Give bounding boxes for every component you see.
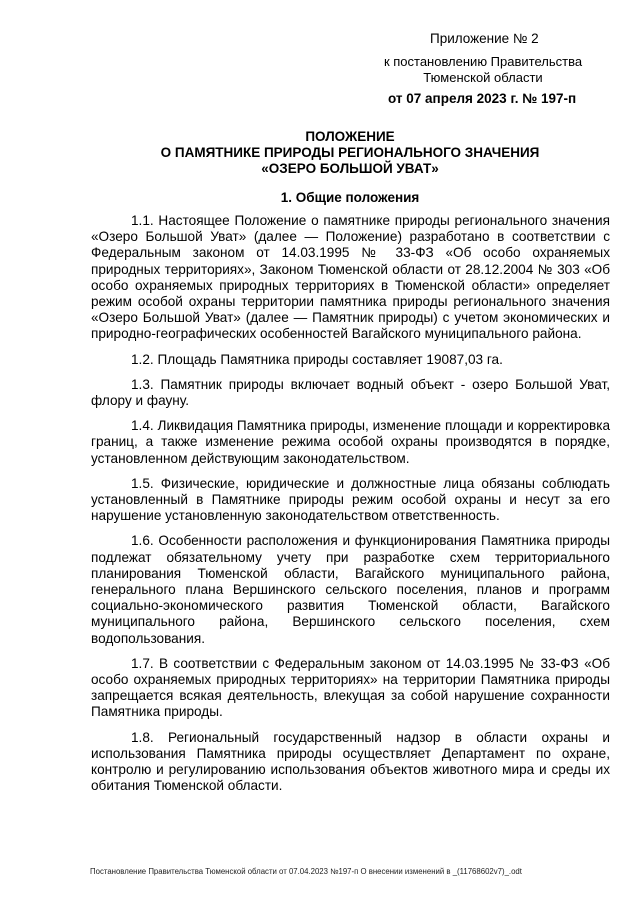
document-title-line3: «ОЗЕРО БОЛЬШОЙ УВАТ» [261,161,439,176]
paragraph-1-3: 1.3. Памятник природы включает водный объект - озеро Большой Уват, флору и фауну. [91,376,610,409]
document-body [91,213,610,795]
resolution-reference-line2: Тюменской области [423,70,543,85]
paragraph-1-5: 1.5. Физические, юридические и должностные лица обязаны соблюдать установленный в Памятнике природы режим особой охраны и несут за его нарушение установленную законодательством ответственность. [91,475,610,524]
paragraph-1-8: 1.8. Региональный государственный надзор в области охраны и использования Памятника природы осуществляет Департамент по охране, контролю и регулированию использования объектов животного мира и среды их обитания Тюменской области. [91,729,610,794]
paragraph-1-4: 1.4. Ликвидация Памятника природы, изменение площади и корректировка границ, а также изменение режима особой охраны производятся в порядке, установленном действующим законодательством. [91,418,610,466]
document-title-line1: ПОЛОЖЕНИЕ [305,129,395,144]
paragraph-1-2: 1.2. Площадь Памятника природы составляет 19087,03 га. [131,351,503,367]
paragraph-1-6: 1.6. Особенности расположения и функционирования Памятника природы подлежат обязательному учету при разработке схем территориального планирования Тюменской области, Вагайского муниципального района, генерального плана Вершинского сельского поселения, планов и программ социально-экономического развития Тюменской области, Вагайского муниципального района, Вершинского сельского поселения, схем водопользования. [91,533,610,646]
resolution-date-number: от 07 апреля 2023 г. № 197-п [388,91,577,106]
resolution-reference-line1: к постановлению Правительства [383,54,583,69]
appendix-label: Приложение № 2 [430,31,539,46]
document-title [100,129,600,177]
paragraph-1-7: 1.7. В соответствии с Федеральным законом от 14.03.1995 № 33-ФЗ «Об особо охраняемых природных территориях» на территории Памятника природы запрещается всякая деятельность, влекущая за собой нарушение сохранности Памятника природы. [91,655,610,720]
section-heading: 1. Общие положения [280,190,420,205]
document-title-line2: О ПАМЯТНИКЕ ПРИРОДЫ РЕГИОНАЛЬНОГО ЗНАЧЕНИЯ [160,145,540,160]
page-footer: Постановление Правительства Тюменской области от 07.04.2023 №197-п О внесении изменений в _(11768602v7)_.odt [90,867,522,876]
resolution-reference [376,54,590,86]
paragraph-1-1: 1.1. Настоящее Положение о памятнике природы регионального значения «Озеро Большой Уват» (далее — Положение) разработано в соответствии с Федеральным законом от 14.03.1995 № 33-ФЗ «Об особо охраняемых природных территориях», Законом Тюменской области от 28.12.2004 № 303 «Об особо охраняемых природных территориях в Тюменской области» определяет режим особой охраны территории памятника природы регионального значения «Озеро Большой Уват» (далее — Памятник природы) с учетом экономических и природно-географических особенностей Вагайского муниципального района. [91,213,610,342]
